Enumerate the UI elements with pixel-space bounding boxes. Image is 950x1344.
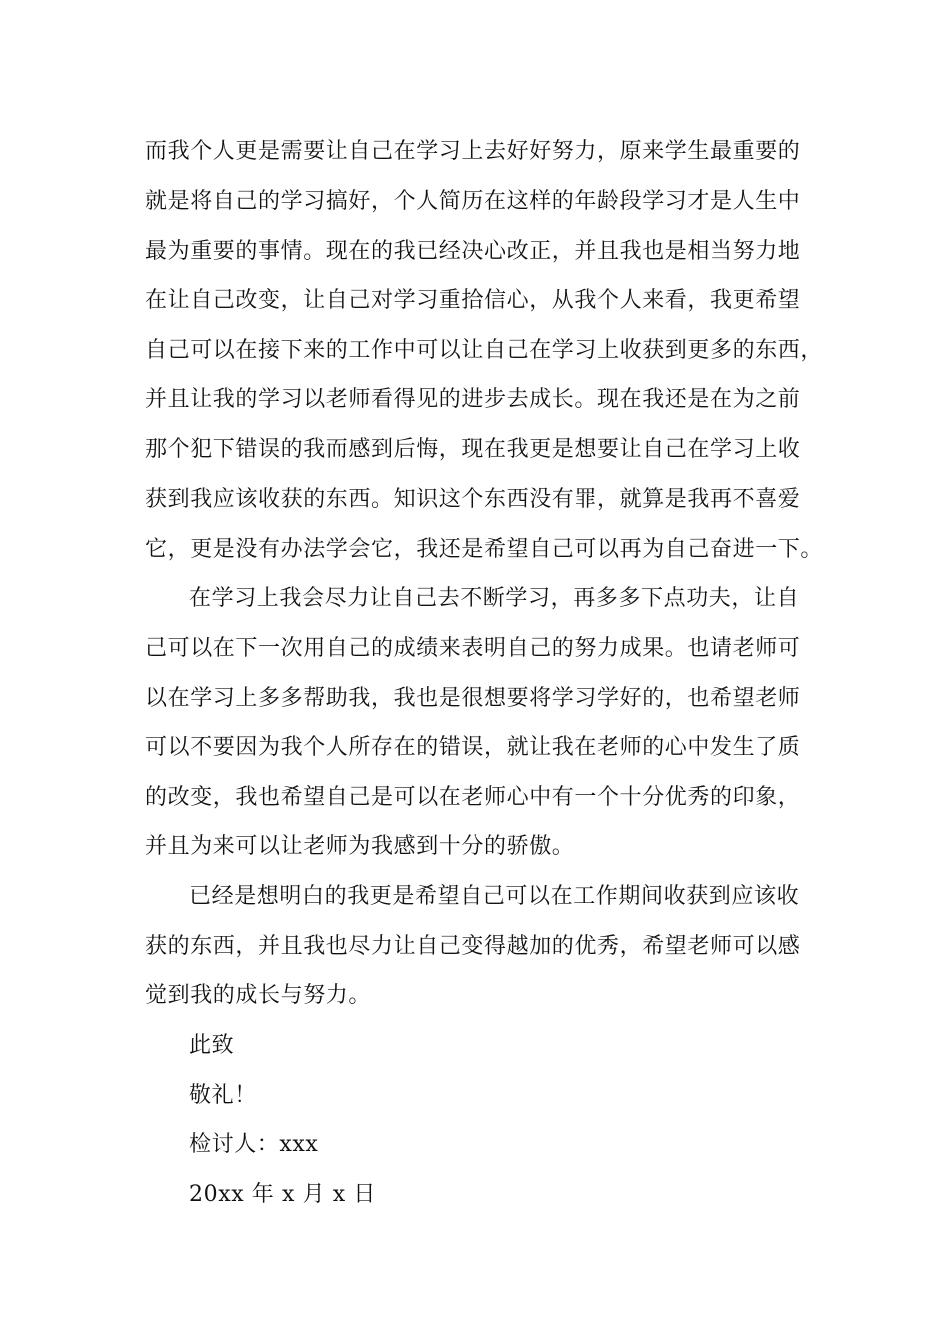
text-line: 觉到我的成长与努力。	[145, 983, 372, 1008]
regards: 敬礼！	[189, 1083, 257, 1108]
text-line: 而我个人更是需要让自己在学习上去好好努力，原来学生最重要的	[145, 139, 801, 164]
text-line: 获到我应该收获的东西。知识这个东西没有罪，就算是我再不喜爱	[145, 487, 801, 512]
text-line: 可以不要因为我个人所存在的错误，就让我在老师的心中发生了质	[145, 735, 801, 760]
signer: 检讨人：xxx	[189, 1132, 319, 1157]
date: 20xx 年 x 月 x 日	[189, 1182, 376, 1207]
text-line: 在让自己改变，让自己对学习重拾信心，从我个人来看，我更希望	[145, 288, 801, 313]
text-line: 获的东西，并且我也尽力让自己变得越加的优秀，希望老师可以感	[145, 934, 801, 959]
text-line: 最为重要的事情。现在的我已经决心改正，并且我也是相当努力地	[145, 239, 801, 264]
text-line: 就是将自己的学习搞好，个人简历在这样的年龄段学习才是人生中	[145, 189, 801, 214]
salutation: 此致	[189, 1033, 235, 1058]
text-line: 并且让我的学习以老师看得见的进步去成长。现在我还是在为之前	[145, 387, 801, 412]
text-line: 已经是想明白的我更是希望自己可以在工作期间收获到应该收	[189, 884, 800, 909]
text-line: 在学习上我会尽力让自己去不断学习，再多多下点功夫，让自	[189, 586, 800, 611]
text-line: 它，更是没有办法学会它，我还是希望自己可以再为自己奋进一下。	[145, 537, 824, 562]
text-line: 的改变，我也希望自己是可以在老师心中有一个十分优秀的印象，	[145, 785, 801, 810]
text-line: 自己可以在接下来的工作中可以让自己在学习上收获到更多的东西，	[145, 338, 824, 363]
text-line: 己可以在下一次用自己的成绩来表明自己的努力成果。也请老师可	[145, 636, 801, 661]
text-line: 并且为来可以让老师为我感到十分的骄傲。	[145, 834, 575, 859]
text-line: 以在学习上多多帮助我，我也是很想要将学习学好的，也希望老师	[145, 686, 801, 711]
text-line: 那个犯下错误的我而感到后悔，现在我更是想要让自己在学习上收	[145, 437, 801, 462]
